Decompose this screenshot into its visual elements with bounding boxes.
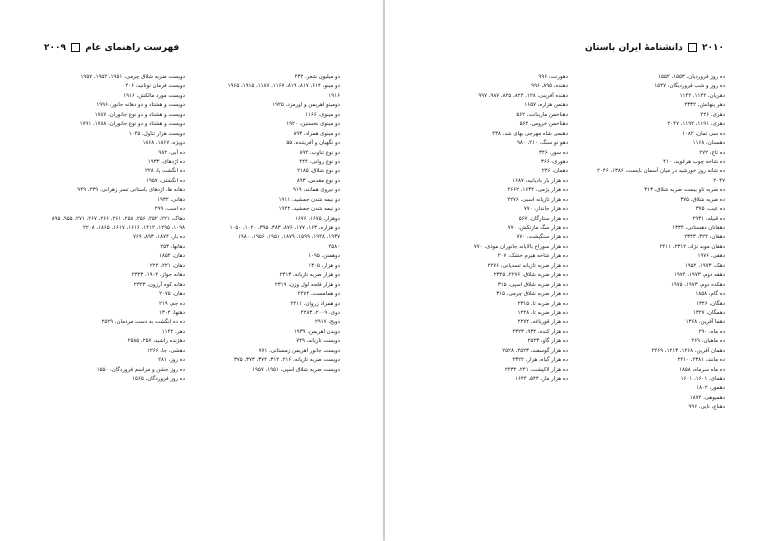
- header-square-icon: [71, 43, 80, 52]
- index-entry: دهان، ۱۸۵۴: [159, 253, 185, 260]
- index-entry: دهناخمن خروس، ۵۶۲: [519, 121, 568, 128]
- index-entry: ده هزار گاو، ۲۵۲۳: [527, 338, 568, 345]
- index-entry: دهانه ها، اژدهای باستانی تسر زهرانی، ۲۳۹، ۹۴۹: [77, 187, 185, 194]
- index-entry: دهنمن هزاره، ۱۶۵۷: [524, 102, 568, 109]
- index-entry: دهنمی شاه مهرجی بهای شد، ۴۳۸: [492, 130, 568, 137]
- index-entry: دویست مورد مالکش، ۱۹۱۶: [123, 92, 185, 99]
- index-entry: ده هزار ضربه تا، ۲۳۱۵: [517, 300, 568, 307]
- header-square-icon: [688, 43, 697, 52]
- index-entry: دو مینو، ۶۱۴، ۸۱۷، ۸۱۹، ۱۱۶۷، ۱۱۸۷، ۱۹۱۵، ۱۹۶۵: [227, 83, 340, 90]
- index-entry: دهکده دوم، ۱۹۷۳، ۱۹۷۵: [670, 281, 725, 288]
- index-entry: ده قبیله، ۲۹۳۱: [692, 215, 725, 222]
- left-page-header: [44, 43, 179, 53]
- left-page-title: فهرست راهنمای عام: [85, 43, 180, 53]
- index-entry: دو هزار فلجه لول وزن، ۲۳۱۹: [274, 281, 340, 288]
- index-entry: دهنده، ۸۹۵، ۹۹۶: [531, 83, 568, 90]
- index-entry: دهان، ۲۰۷۵: [159, 291, 185, 298]
- index-entry: ده هزار ضربه شلاق، ۲۲۷۶، ۲۳۴۵: [493, 272, 568, 279]
- index-entry: ده روز و شب فروردیگان، ۱۵۴۷: [654, 83, 725, 90]
- index-entry: ده هزار شاخه هیزم خشک، ۲۰۷: [497, 253, 568, 260]
- index-entry: دهسنان، ۱۱۶۸: [692, 140, 725, 147]
- index-entry: دویست هزار تناول، ۱۰۴۵: [128, 130, 185, 137]
- index-entry: دهمان، ۲۴۶: [541, 168, 568, 175]
- index-entry: ده اژدهای، ۱۹۳۳: [147, 158, 185, 165]
- index-entry: ده ماه سرماه، ۱۸۵۸: [679, 366, 725, 373]
- index-entry: دومینو اهریمن و اورمزد، ۱۹۲۵: [272, 102, 340, 109]
- index-entry: ده هزار گوسفند، ۲۵۲۳، ۲۵۲۸: [502, 347, 568, 354]
- index-entry: دهنده آفرینی، ۱۲۸، ۸۲۴، ۸۲۵، ۹۸۷، ۹۹۷: [478, 92, 568, 99]
- index-entry: دو مینوی نخستین، ۱۹۲۰: [286, 121, 340, 128]
- right-page-title: دانشنامهٔ ایران باستان: [584, 43, 683, 53]
- index-entry: دهناخمن مارینانت، ۵۶۲: [516, 111, 568, 118]
- index-entry: ده سی تمان، ۱۰۸۲: [682, 130, 725, 137]
- index-entry: دهر پنهانش، ۲۳۳۲: [684, 102, 725, 109]
- index-entry: دو هزار ضربه تازیانه، ۲۳۱۳: [279, 272, 340, 279]
- index-entry: ده انگشتی، ۱۹۵۷: [146, 177, 185, 184]
- index-entry: ده ماه، ۲۹۰: [698, 328, 725, 335]
- index-entry: دویست و هشتاد و دو دهانه جانور، ۱۹۹۶: [96, 102, 185, 109]
- index-entry: دهاتها، ۲۵۳: [160, 243, 185, 250]
- index-entry: دهشی، جا، ۱۲۶۶: [146, 347, 185, 354]
- index-entry: ده هزار سوراخ بالایانه جانوران موذی، ۷۷۰: [473, 243, 568, 250]
- index-entry: دویست جانور اهریمن زمستانی، ۷۷۱: [258, 347, 340, 354]
- left-page-number: ۲۰۰۹: [44, 43, 66, 53]
- index-entry: دوهمتن، ۱۰۹۵: [308, 253, 340, 260]
- index-entry: ۲۰۴۷: [713, 177, 725, 184]
- index-entry: دهمای، ۱۶۰۱، ۱۶۰۱: [680, 376, 725, 382]
- index-entry: دو نوع تناوب، ۸۹۲: [299, 149, 340, 156]
- left-page-column-right: [192, 73, 340, 375]
- index-entry: ده هزار سنگپشت، ۷۷۰: [516, 234, 568, 241]
- index-entry: ده هزار قورباغه، ۲۲۷۴: [517, 319, 568, 326]
- index-entry: ده هزار ستارگان، ۵۶۷: [518, 215, 568, 222]
- index-entry: ده روز فروردیان، ۱۵۵۳، ۱۵۵۲: [658, 74, 725, 80]
- index-entry: دهری، ۲۲۶: [700, 111, 725, 118]
- right-page: [385, 0, 768, 541]
- index-entry: دهمگان، ۱۳۲۷: [693, 309, 725, 316]
- index-entry: دویست تازیانه، ۷۴۹: [296, 338, 340, 345]
- index-entry: ده ده انگشت به دست مردمان، ۲۵۲۹: [101, 319, 185, 326]
- index-entry: دهما آفرین، ۱۳۶۸: [685, 319, 725, 326]
- index-entry: دو همامست، ۲۲۷۴: [297, 291, 340, 298]
- index-entry: دو نوع شلاق، ۲۱۸۵: [297, 168, 340, 175]
- index-entry: ده ضربه تاو بیست ضربه شلاق، ۳۱۳: [644, 187, 725, 194]
- index-entry: ده روز فروردگان، ۱۵۶۵: [132, 376, 185, 382]
- index-entry: دو هزار، ۱۳۰۵: [308, 262, 340, 269]
- index-entry: دهوری، ۳۶۶: [541, 158, 568, 165]
- index-entry: دویست فرمان تونانید، ۲۰۶: [125, 83, 185, 90]
- index-entry: دو نوع مقدس، ۸۹۳: [296, 177, 340, 184]
- index-entry: ده سور، ۳۴۶: [539, 149, 568, 156]
- index-entry: دهانه جواز، ۱۹۰۴، ۲۳۲۳: [131, 272, 185, 279]
- index-entry: دهناع، تایی، ۹۹۶: [688, 404, 725, 411]
- index-entry: ده هزار پژمی، ۱۶۳۴، ۲۶۶۲: [507, 187, 568, 194]
- index-entry: دوهزار، ۱۶۷۵، ۱۶۷۶: [294, 215, 340, 222]
- index-entry: دو نیمه شدن جمشید، ۱۹۲۴: [278, 206, 340, 213]
- index-entry: دویست و هشتاد و دو نوع جانوران، ۱۷۸۷: [94, 111, 185, 118]
- index-entry: ده گام، ۱۸۵۸: [695, 291, 725, 298]
- index-entry: دویست ضربه شلاق چرمی، ۱۹۵۱، ۱۹۵۲، ۱۹۵۷: [80, 74, 185, 80]
- index-entry: دویدن اهریمن، ۱۹۳۹: [293, 328, 340, 335]
- left-page-column-left: [25, 73, 185, 384]
- index-entry: دویست ضربه تازیانه، ۲۱۶، ۳۱۲، ۳۷۴، ۳۷۳، ۳۷۵: [233, 357, 340, 364]
- index-entry: ده آبی، ۹۸۲: [158, 149, 185, 156]
- index-entry: دهک، ۱۹۷۳، ۱۹۵۲: [684, 262, 725, 269]
- index-entry: دو میلیون شعر، ۴۳۲: [294, 74, 340, 80]
- index-entry: دهقانان دهستانی، ۱۳۳۴: [672, 225, 725, 231]
- right-page-number: ۲۰۱۰: [702, 43, 724, 53]
- index-entry: ده هزار مار، ۵۴۴، ۱۶۴۴: [515, 376, 568, 382]
- index-entry: دو مینوی همزاد، ۸۹۳: [293, 130, 340, 137]
- index-entry: دو مینوی، ۱۱۶۶: [305, 111, 340, 118]
- index-entry: ده تاج، ۲۷۲: [699, 149, 725, 156]
- index-entry: ده هزار لاکپشت، ۲۴۱، ۲۴۳۲: [504, 366, 568, 373]
- index-entry: ده شاخه چوب هرغوید، ۴۱۰: [663, 158, 725, 165]
- index-entry: دوی، ۲۰۰۹، ۲۲۸۳: [300, 309, 340, 316]
- index-entry: ده هزار ضربه شلاق چرمی، ۳۱۵: [496, 291, 568, 298]
- index-entry: دهمان آفرین، ۱۲۶۸، ۱۲۱۳، ۲۲۶۹: [651, 347, 725, 354]
- index-entry: ده مانند، ۲۳۸۱، ۲۴۱۰: [677, 357, 725, 364]
- index-entry: ۱۹۳۷، ۱۹۴۸، ۱۵۹۹، ۱۸۷۹، ۱۹۵۱، ۱۹۵۶، ۱۹۸۰: [238, 234, 340, 241]
- index-entry: ده بار، ۱۸۷۴، ۸۹۳، ۷۶۹: [132, 234, 185, 241]
- index-entry: دهانی، ۱۹۳۲: [157, 196, 185, 203]
- index-entry: دویح، ۲۹۱۷: [314, 319, 340, 326]
- index-entry: دهورنت، ۹۹۶: [538, 74, 568, 80]
- index-entry: دو همزاد زروان، ۲۴۱۱: [290, 300, 340, 307]
- index-entry: ۱۹۱۶: [328, 92, 340, 99]
- index-entry: دو نیمه شدن جمشید، ۱۹۱۱: [278, 196, 340, 203]
- index-entry: ده جم، ۲۱۹: [159, 300, 185, 307]
- index-entry: دو نیروی همانند، ۹۱۹: [292, 187, 340, 194]
- index-entry: ده هزار ضربه تازیانه تسدیانی، ۲۲۷۶: [487, 262, 568, 269]
- index-entry: دهری، ۱۱۹۱، ۱۱۹۲، ۲۰۴۷: [667, 121, 725, 128]
- index-entry: دهانه کوه آرزون، ۲۳۲۳: [133, 281, 185, 288]
- index-entry: دهتها، ۱۳۰۴: [158, 309, 185, 316]
- index-entry: ده هزار ضربه تا، ۱۴۴۸: [517, 309, 568, 316]
- index-entry: دهمور، ۱۸۰۲: [696, 385, 725, 392]
- index-entry: ده ضربه شلاق، ۳۷۵: [680, 196, 725, 203]
- index-entry: دهگان، ۱۳۴۶: [696, 300, 725, 307]
- index-entry: دهقی، ۱۹۷۶: [697, 253, 725, 260]
- left-page: [0, 0, 383, 541]
- right-page-column-right: [575, 73, 725, 413]
- index-entry: ده هزار سگ مازنکش، ۷۷۰: [507, 225, 568, 231]
- index-entry: ده ماهیان، ۲۶۹: [691, 338, 725, 345]
- index-entry: دهاک، ۲۲۱، ۲۵۲، ۲۵۶، ۲۵۸، ۲۶۱، ۲۶۶، ۲۶۷، ۲۷۱، ۹۵۵، ۸۹۵: [51, 215, 185, 222]
- index-entry: دویست و هشتاد و دو نوع جانوران، ۱۷۸۸، ۱۷۹۱: [79, 121, 185, 128]
- index-entry: ده هزار جاندار، ۷۷۰: [523, 206, 568, 213]
- index-entry: دهقه دوم، ۱۹۷۳، ۱۹۷۴: [673, 272, 725, 279]
- index-entry: ده هزار گیاه، هزار، ۲۳۲۲: [512, 357, 568, 364]
- index-entry: ده اسب، ۲۹۹: [154, 206, 185, 213]
- index-entry: ده شانه روز خورشید در میان آسمان بایست، ۱۳۸۶، ۲۰۴۶: [597, 168, 725, 175]
- index-entry: دو نگهبان و آفریننده، ۵۵: [286, 140, 340, 147]
- index-entry: ده هزار ضربه شلاق اسپی، ۳۱۵: [497, 281, 568, 288]
- index-entry: ۱۰۹۸، ۱۲۹۵، ۱۴۱۲، ۱۶۱۶، ۱۶۱۷، ۱۸۶۵، ۲۲۰۸: [83, 225, 185, 231]
- index-entry: دویست ضربه شلاق اسپی، ۱۹۵۱، ۱۹۵۷: [252, 366, 340, 373]
- index-entry: ۲۵۸۰: [328, 243, 340, 250]
- index-entry: دو نوع روانی، ۴۴۴: [299, 158, 340, 165]
- index-entry: دهقان، ۳۲۴، ۲۳۴۳: [684, 234, 725, 241]
- index-entry: ده روز، ۲۸۱: [158, 357, 185, 364]
- index-entry: ده عیب، ۳۷۵: [695, 206, 725, 213]
- index-entry: ده هزار تازیانه اسبی، ۲۲۷۶: [507, 196, 568, 203]
- index-entry: ده روز جشن و مراسم فروردگان، ۱۵۵۰: [96, 366, 185, 373]
- index-entry: ده انگشت پا، ۲۲۸: [144, 168, 185, 175]
- index-entry: دهان، ۲۲۱، ۲۲۲: [149, 262, 185, 269]
- index-entry: دویژه، ۱۸۶۷، ۱۸۶۸: [142, 140, 185, 147]
- index-entry: دهقان موبد نژاد، ۲۳۱۲، ۲۴۱۱: [659, 243, 725, 250]
- index-entry: دهو نو سنگ، ۲۱۰، ۹۸۰: [516, 140, 568, 147]
- index-entry: دهر، ۱۱۴۲: [161, 328, 185, 335]
- index-entry: ده هزار بار بادیانیه، ۱۶۸۷: [512, 177, 568, 184]
- index-entry: دهریان، ۱۱۴۴، ۱۱۴۲: [679, 92, 725, 99]
- index-entry: دهژنده راشید، ۲۵۷، ۲۵۸۵: [127, 338, 185, 345]
- index-entry: دهمیوهی، ۱۸۷۲: [689, 394, 725, 401]
- index-entry: ده هزار کنده، ۹۳۴، ۲۳۲۳: [512, 328, 568, 335]
- index-entry: دو هزاره، ۱۶۳، ۱۷۷، ۸۷۶، ۳۸۳، ۳۹۵، ۱۰۲۰، ۱۰۵۰: [229, 225, 340, 231]
- right-page-column-left: [410, 73, 568, 384]
- right-page-header: [585, 43, 724, 53]
